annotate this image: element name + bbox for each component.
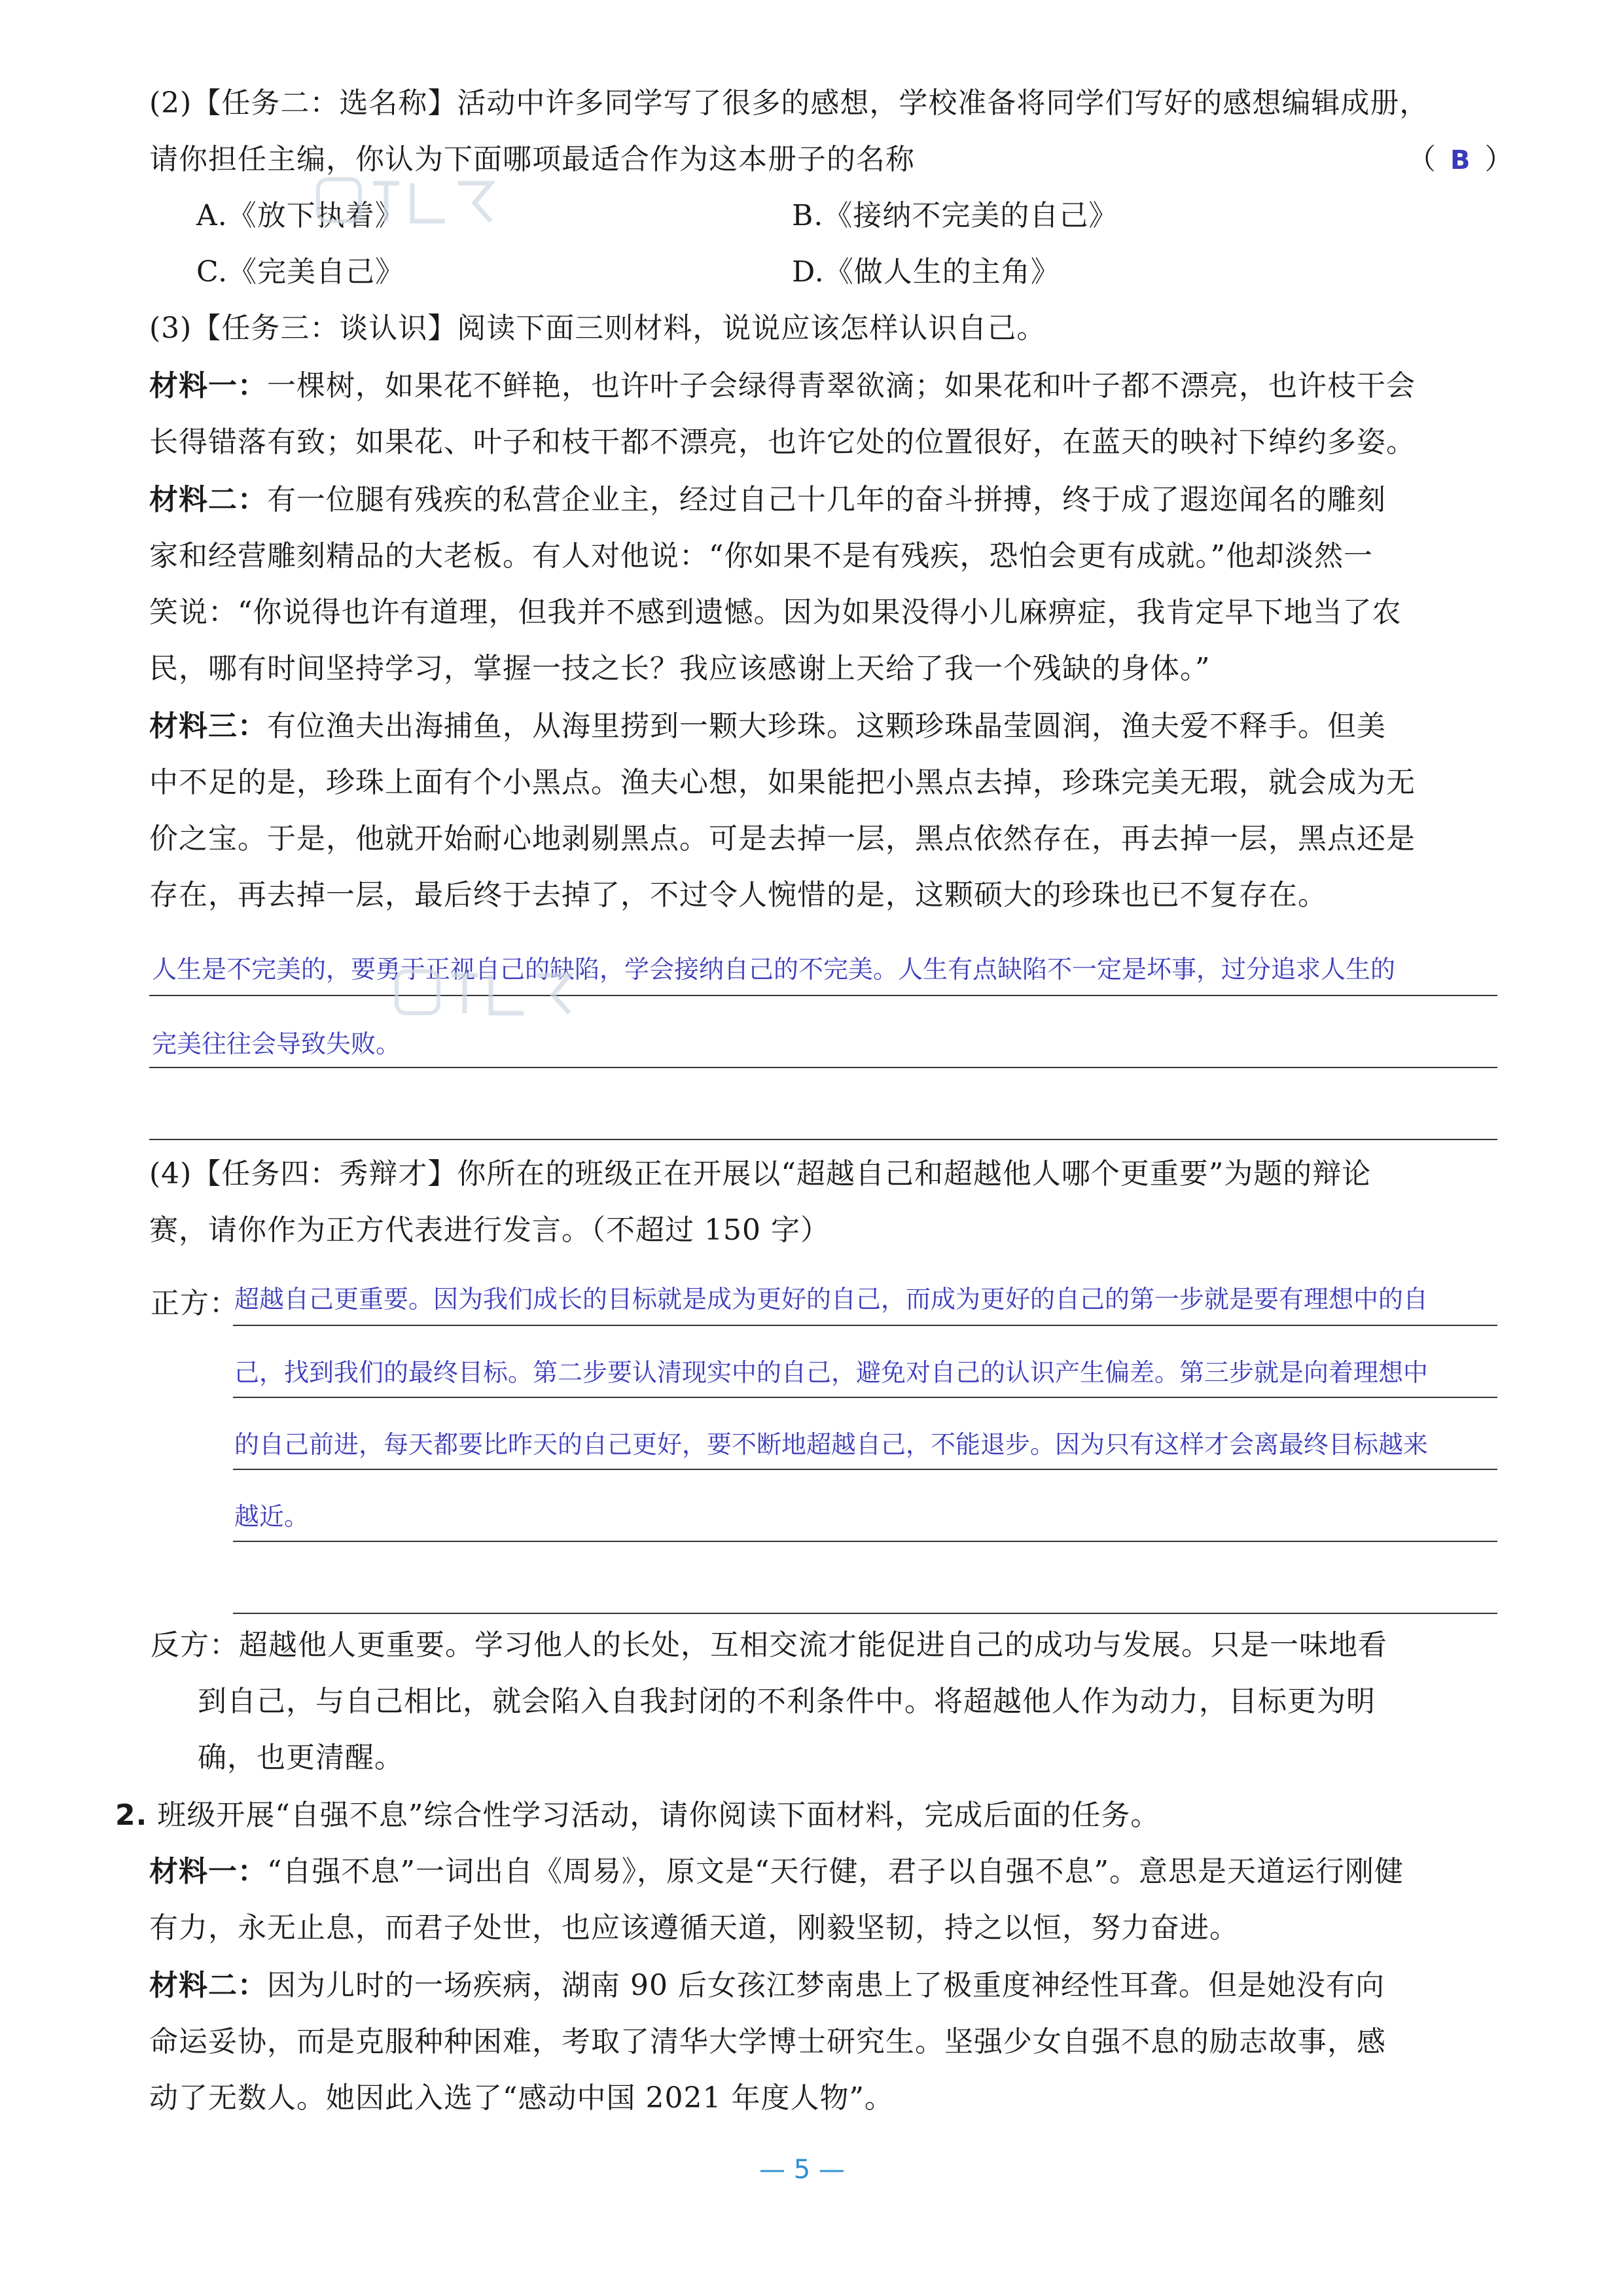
task4-prompt-line1: (4)【任务四：秀辩才】你所在的班级正在开展以“超越自己和超越他人哪个更重要”为题的辩论: [149, 1157, 1372, 1191]
answer-bracket: [1407, 140, 1514, 179]
task3-material3-line3: 价之宝。于是，他就开始耐心地剥剔黑点。可是去掉一层，黑点依然存在，再去掉一层，黑点还是: [149, 822, 1416, 855]
answer-rule: [149, 995, 1497, 996]
task2-line1: (2)【任务二：选名称】活动中许多同学写了很多的感想，学校准备将同学们写好的感想编辑成册，: [149, 86, 1429, 120]
task3-answer-line2: 完美往往会导致失败。: [152, 1030, 401, 1058]
pro-line2: 己，找到我们的最终目标。第二步要认清现实中的自己，避免对自己的认识产生偏差。第三步就是向着理想中: [234, 1358, 1429, 1387]
pro-line3: 的自己前进，每天都要比昨天的自己更好，要不断地超越自己，不能退步。因为只有这样才会离最终目标越来: [234, 1430, 1429, 1459]
q2-material2-line2: 命运妥协，而是克服种种困难，考取了清华大学博士研究生。坚强少女自强不息的励志故事，感: [149, 2025, 1386, 2058]
con-line3: 确，也更清醒。: [198, 1741, 404, 1774]
pro-label: 正方：: [151, 1287, 239, 1320]
answer-rule: [233, 1325, 1497, 1326]
answer-rule: [149, 1139, 1497, 1140]
material3-label: 材料三：: [149, 709, 267, 743]
task2-answer: B: [1450, 145, 1471, 175]
option-b: B.《接纳不完美的自己》: [792, 199, 1118, 232]
option-c: C.《完美自己》: [196, 255, 405, 289]
q2-material1-line1: 材料一：“自强不息”一词出自《周易》，原文是“天行健，君子以自强不息”。意思是天道运行刚健: [149, 1855, 1404, 1888]
option-d: D.《做人生的主角》: [792, 255, 1060, 289]
watermark-mark: [393, 962, 589, 1030]
task4-prompt-line2: 赛，请你作为正方代表进行发言。（不超过 150 字）: [149, 1213, 830, 1247]
task3-material3-line4: 存在，再去掉一层，最后终于去掉了，不过令人惋惜的是，这颗硕大的珍珠也已不复存在。: [149, 878, 1327, 912]
answer-rule: [233, 1469, 1497, 1470]
task3-material3-line2: 中不足的是，珍珠上面有个小黑点。渔夫心想，如果能把小黑点去掉，珍珠完美无瑕，就会成为无: [149, 766, 1416, 799]
task3-answer-line1: 人生是不完美的，要勇于正视自己的缺陷，学会接纳自己的不完美。人生有点缺陷不一定是坏事，过分追求人生的: [152, 955, 1396, 984]
task3-material3-line1: 材料三：有位渔夫出海捕鱼，从海里捞到一颗大珍珠。这颗珍珠晶莹圆润，渔夫爱不释手。但美: [149, 709, 1386, 743]
q2-number: 2.: [115, 1799, 148, 1832]
con-line1: 反方：超越他人更重要。学习他人的长处，互相交流才能促进自己的成功与发展。只是一味地看: [151, 1628, 1387, 1662]
q2-material1-line2: 有力，永无止息，而君子处世，也应该遵循天道，刚毅坚韧，持之以恒，努力奋进。: [149, 1911, 1239, 1945]
task3-material1-line1: 材料一：一棵树，如果花不鲜艳，也许叶子会绿得青翠欲滴；如果花和叶子都不漂亮，也许枝干会: [149, 369, 1416, 403]
material1-label: 材料一：: [149, 369, 267, 403]
q2-material2-line1: 材料二：因为儿时的一场疾病，湖南 90 后女孩江梦南患上了极重度神经性耳聋。但是她没有向: [149, 1969, 1385, 2002]
pro-line1: 超越自己更重要。因为我们成长的目标就是成为更好的自己，而成为更好的自己的第一步就是要有理想中的自: [234, 1285, 1429, 1314]
watermark-icon: [314, 170, 497, 229]
task3-material2-line3: 笑说：“你说得也许有道理，但我并不感到遗憾。因为如果没得小儿麻痹症，我肯定早下地当了农: [149, 596, 1402, 629]
paren-close: ）: [1484, 143, 1514, 176]
q2-intro: 2. 班级开展“自强不息”综合性学习活动，请你阅读下面材料，完成后面的任务。: [115, 1799, 1160, 1832]
page-number: — 5 —: [759, 2155, 845, 2185]
answer-rule: [149, 1067, 1497, 1068]
answer-rule: [233, 1613, 1497, 1614]
q2-material2-label: 材料二：: [149, 1969, 267, 2002]
material2-label: 材料二：: [149, 483, 267, 516]
task3-material2-line1: 材料二：有一位腿有残疾的私营企业主，经过自己十几年的奋斗拼搏，终于成了遐迩闻名的雕刻: [149, 483, 1386, 516]
task2-line2: 请你担任主编，你认为下面哪项最适合作为这本册子的名称: [149, 143, 915, 176]
con-line2: 到自己，与自己相比，就会陷入自我封闭的不利条件中。将超越他人作为动力，目标更为明: [198, 1685, 1376, 1718]
pro-line4: 越近。: [234, 1502, 310, 1531]
task3-prompt: (3)【任务三：谈认识】阅读下面三则材料，说说应该怎样认识自己。: [149, 312, 1046, 345]
answer-rule: [233, 1541, 1497, 1542]
answer-rule: [233, 1397, 1497, 1398]
task3-material2-line4: 民，哪有时间坚持学习，掌握一技之长？我应该感谢上天给了我一个残缺的身体。”: [149, 652, 1211, 685]
q2-material1-label: 材料一：: [149, 1855, 267, 1888]
task3-material1-line2: 长得错落有致；如果花、叶子和枝干都不漂亮，也许它处的位置很好，在蓝天的映衬下绰约多姿。: [149, 425, 1416, 459]
con-label: 反方：: [151, 1628, 239, 1662]
option-a: A.《放下执着》: [196, 199, 404, 232]
watermark-mark: [314, 170, 497, 238]
q2-material2-line3: 动了无数人。她因此入选了“感动中国 2021 年度人物”。: [149, 2081, 894, 2115]
paren-open: （: [1407, 143, 1436, 176]
task3-material2-line2: 家和经营雕刻精品的大老板。有人对他说：“你如果不是有残疾，恐怕会更有成就。”他却淡然一: [149, 539, 1373, 573]
watermark-icon: [393, 962, 589, 1021]
